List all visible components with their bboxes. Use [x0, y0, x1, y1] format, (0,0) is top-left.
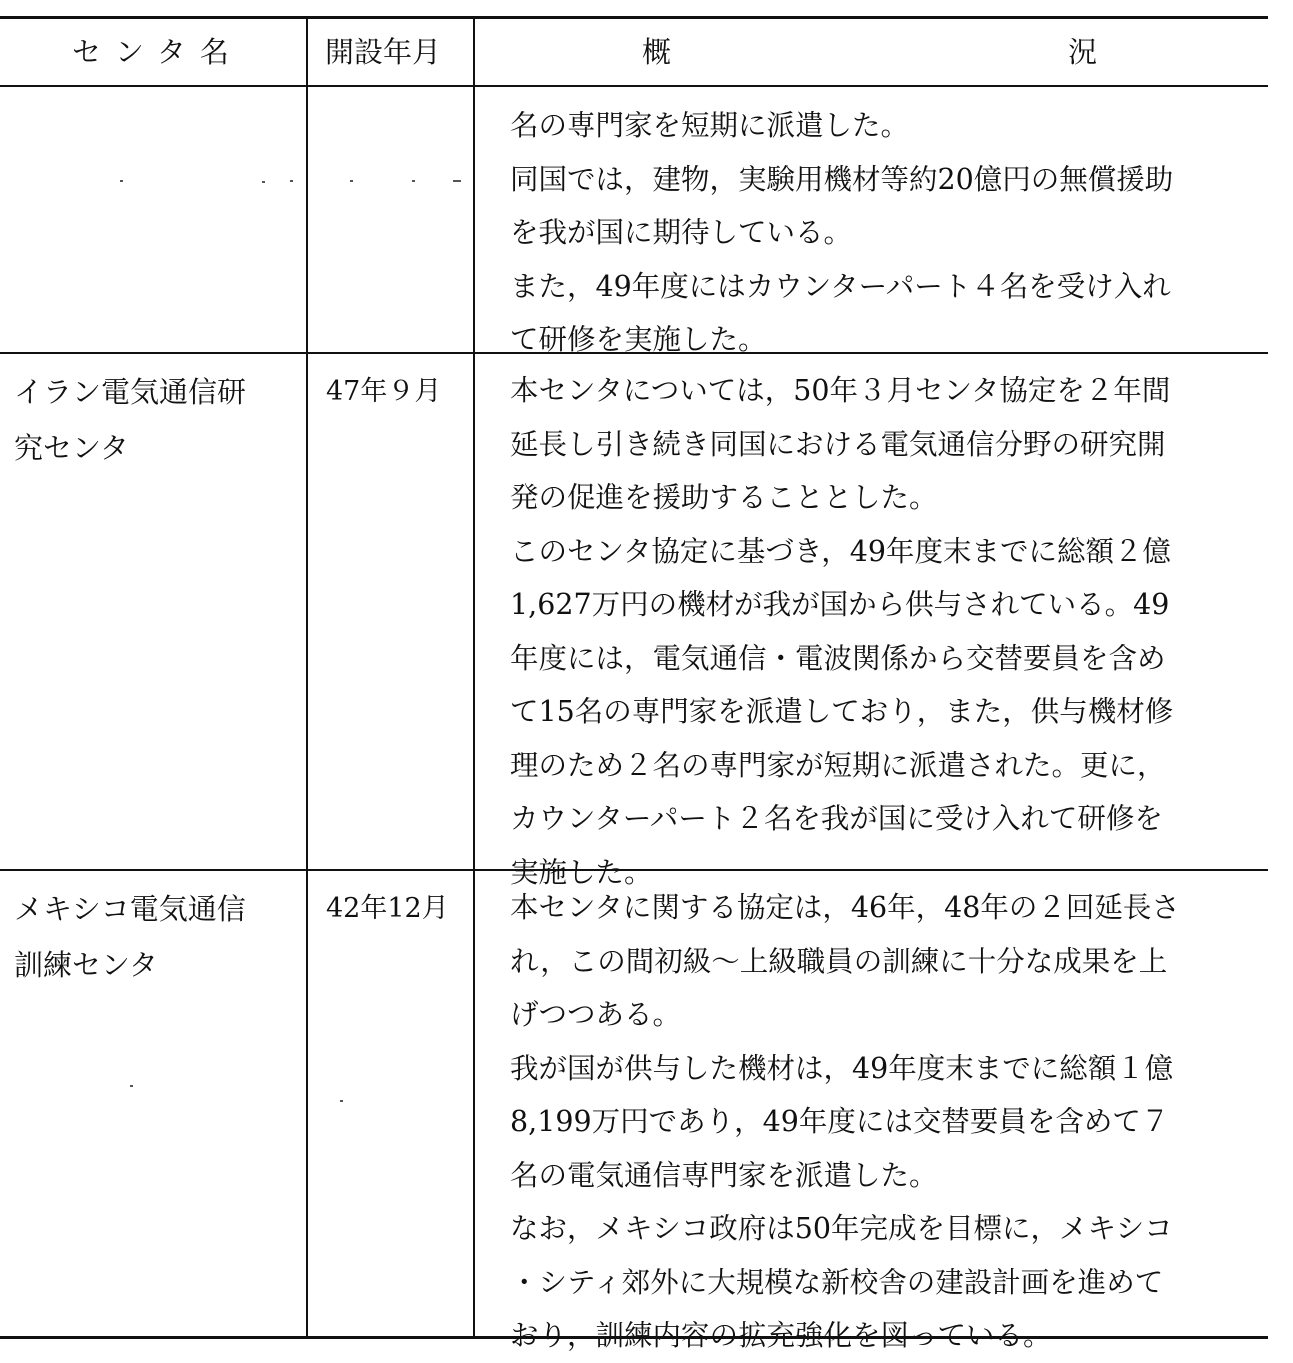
overview-line: て15名の専門家を派遣しており，また，供与機材修 [510, 695, 1174, 728]
opening-date-cell: 42年12月 [326, 893, 449, 924]
table-top-rule [0, 16, 1268, 19]
center-name-line: 訓練センタ [14, 948, 158, 982]
overview-line: 名の電気通信専門家を派遣した。 [510, 1158, 938, 1192]
overview-line: カウンターパート２名を我が国に受け入れて研修を [510, 802, 1163, 835]
header-bottom-rule [0, 85, 1268, 87]
center-name-cell [14, 364, 292, 476]
scan-speck [262, 181, 265, 183]
overview-line: を我が国に期待している。 [510, 216, 853, 249]
overview-cell [510, 881, 1264, 1363]
scan-speck [290, 180, 293, 182]
scan-speck [120, 180, 123, 182]
overview-line: れ，この間初級～上級職員の訓練に十分な成果を上 [510, 944, 1168, 978]
header-overview-right: 況 [1068, 35, 1098, 69]
center-name-line: 究センタ [14, 431, 129, 465]
overview-line: なお，メキシコ政府は50年完成を目標に，メキシコ [510, 1212, 1173, 1245]
overview-line: また，49年度にはカウンターパート４名を受け入れ [510, 269, 1171, 303]
scan-speck [412, 180, 415, 182]
overview-line: 我が国が供与した機材は，49年度末までに総額１億 [510, 1051, 1174, 1085]
overview-line: 名の専門家を短期に派遣した。 [510, 109, 910, 142]
scan-speck [340, 1100, 343, 1102]
center-name-cell [14, 881, 292, 993]
overview-line: 実施した。 [510, 855, 653, 889]
scan-speck [130, 1085, 133, 1087]
overview-cell [510, 99, 1264, 367]
opening-date-cell: 47年９月 [326, 376, 442, 407]
overview-line: 1,627万円の機材が我が国から供与されている。49 [510, 588, 1170, 621]
center-name-line: イラン電気通信研 [14, 375, 247, 409]
scan-speck [453, 180, 461, 182]
overview-line: 8,199万円であり，49年度には交替要員を含めて７ [510, 1105, 1170, 1138]
overview-cell [510, 364, 1264, 899]
overview-line: 年度には，電気通信・電波関係から交替要員を含め [510, 641, 1166, 675]
center-name-line: メキシコ電気通信 [14, 892, 246, 926]
overview-line: 発の促進を援助することとした。 [510, 481, 938, 514]
header-center-name: センタ名 [72, 35, 243, 69]
overview-line: このセンタ協定に基づき，49年度末までに総額２億 [510, 534, 1171, 568]
overview-line: おり，訓練内容の拡充強化を図っている。 [510, 1319, 1052, 1352]
overview-line: 本センタについては，50年３月センタ協定を２年間 [510, 374, 1171, 407]
scan-speck [350, 180, 353, 182]
column-divider [306, 18, 308, 1337]
overview-line: 本センタに関する協定は，46年，48年の２回延長さ [510, 891, 1180, 924]
column-divider [473, 18, 475, 1337]
overview-line: げつつある。 [510, 998, 682, 1031]
overview-line: 延長し引き続き同国における電気通信分野の研究開 [510, 427, 1166, 461]
header-overview-left: 概 [642, 35, 672, 69]
overview-line: 同国では，建物，実験用機材等約20億円の無償援助 [510, 162, 1174, 196]
overview-line: 理のため２名の専門家が短期に派遣された。更に， [510, 748, 1166, 782]
overview-line: て研修を実施した。 [510, 323, 767, 356]
header-opening-date: 開設年月 [325, 35, 442, 69]
overview-line: ・シティ郊外に大規模な新校舎の建設計画を進めて [510, 1265, 1164, 1299]
